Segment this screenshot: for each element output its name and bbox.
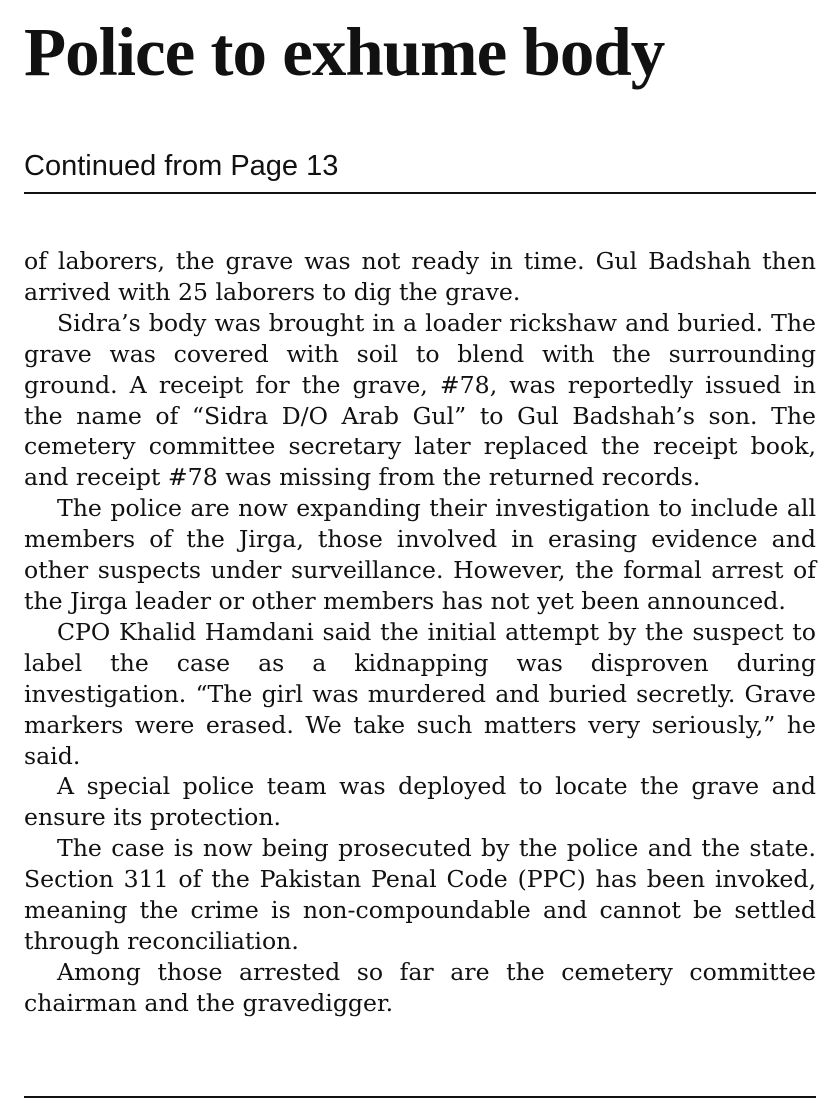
article-body: [24, 246, 816, 1019]
paragraph: A special police team was deployed to locate the grave and ensure its protection.: [24, 772, 816, 832]
paragraph: CPO Khalid Hamdani said the initial attempt by the suspect to label the case as a kidnapping was disproven during investigation. “The girl was murdered and buried secretly. Grave markers were erased. We take such matters very seriously,” he said.: [24, 617, 816, 770]
bottom-divider: [24, 1096, 816, 1098]
paragraph: The case is now being prosecuted by the police and the state. Section 311 of the Pakistan Penal Code (PPC) has been invoked, meaning the crime is non-compoundable and cannot be settled through reconciliation.: [24, 834, 816, 955]
paragraph: of laborers, the grave was not ready in time. Gul Badshah then arrived with 25 laborers to dig the grave.: [24, 247, 816, 306]
paragraph: Sidra’s body was brought in a loader rickshaw and buried. The grave was covered with soil to blend with the surrounding ground. A receipt for the grave, #78, was reportedly issued in the name of “Sidra D/O Arab Gul” to Gul Badshah’s son. The cemetery committee secretary later replaced the receipt book, and receipt #78 was missing from the returned records.: [24, 308, 816, 492]
paragraph: Among those arrested so far are the cemetery committee chairman and the gravedigger.: [24, 957, 816, 1017]
continued-from-label: Continued from Page 13: [24, 150, 339, 182]
top-divider: [24, 192, 816, 194]
paragraph: The police are now expanding their investigation to include all members of the Jirga, those involved in erasing evidence and other suspects under surveillance. However, the formal arrest of the Jirga leader or other members has not yet been announced.: [24, 494, 816, 615]
article-page: [24, 0, 816, 1103]
headline: Police to exhume body: [24, 14, 665, 90]
